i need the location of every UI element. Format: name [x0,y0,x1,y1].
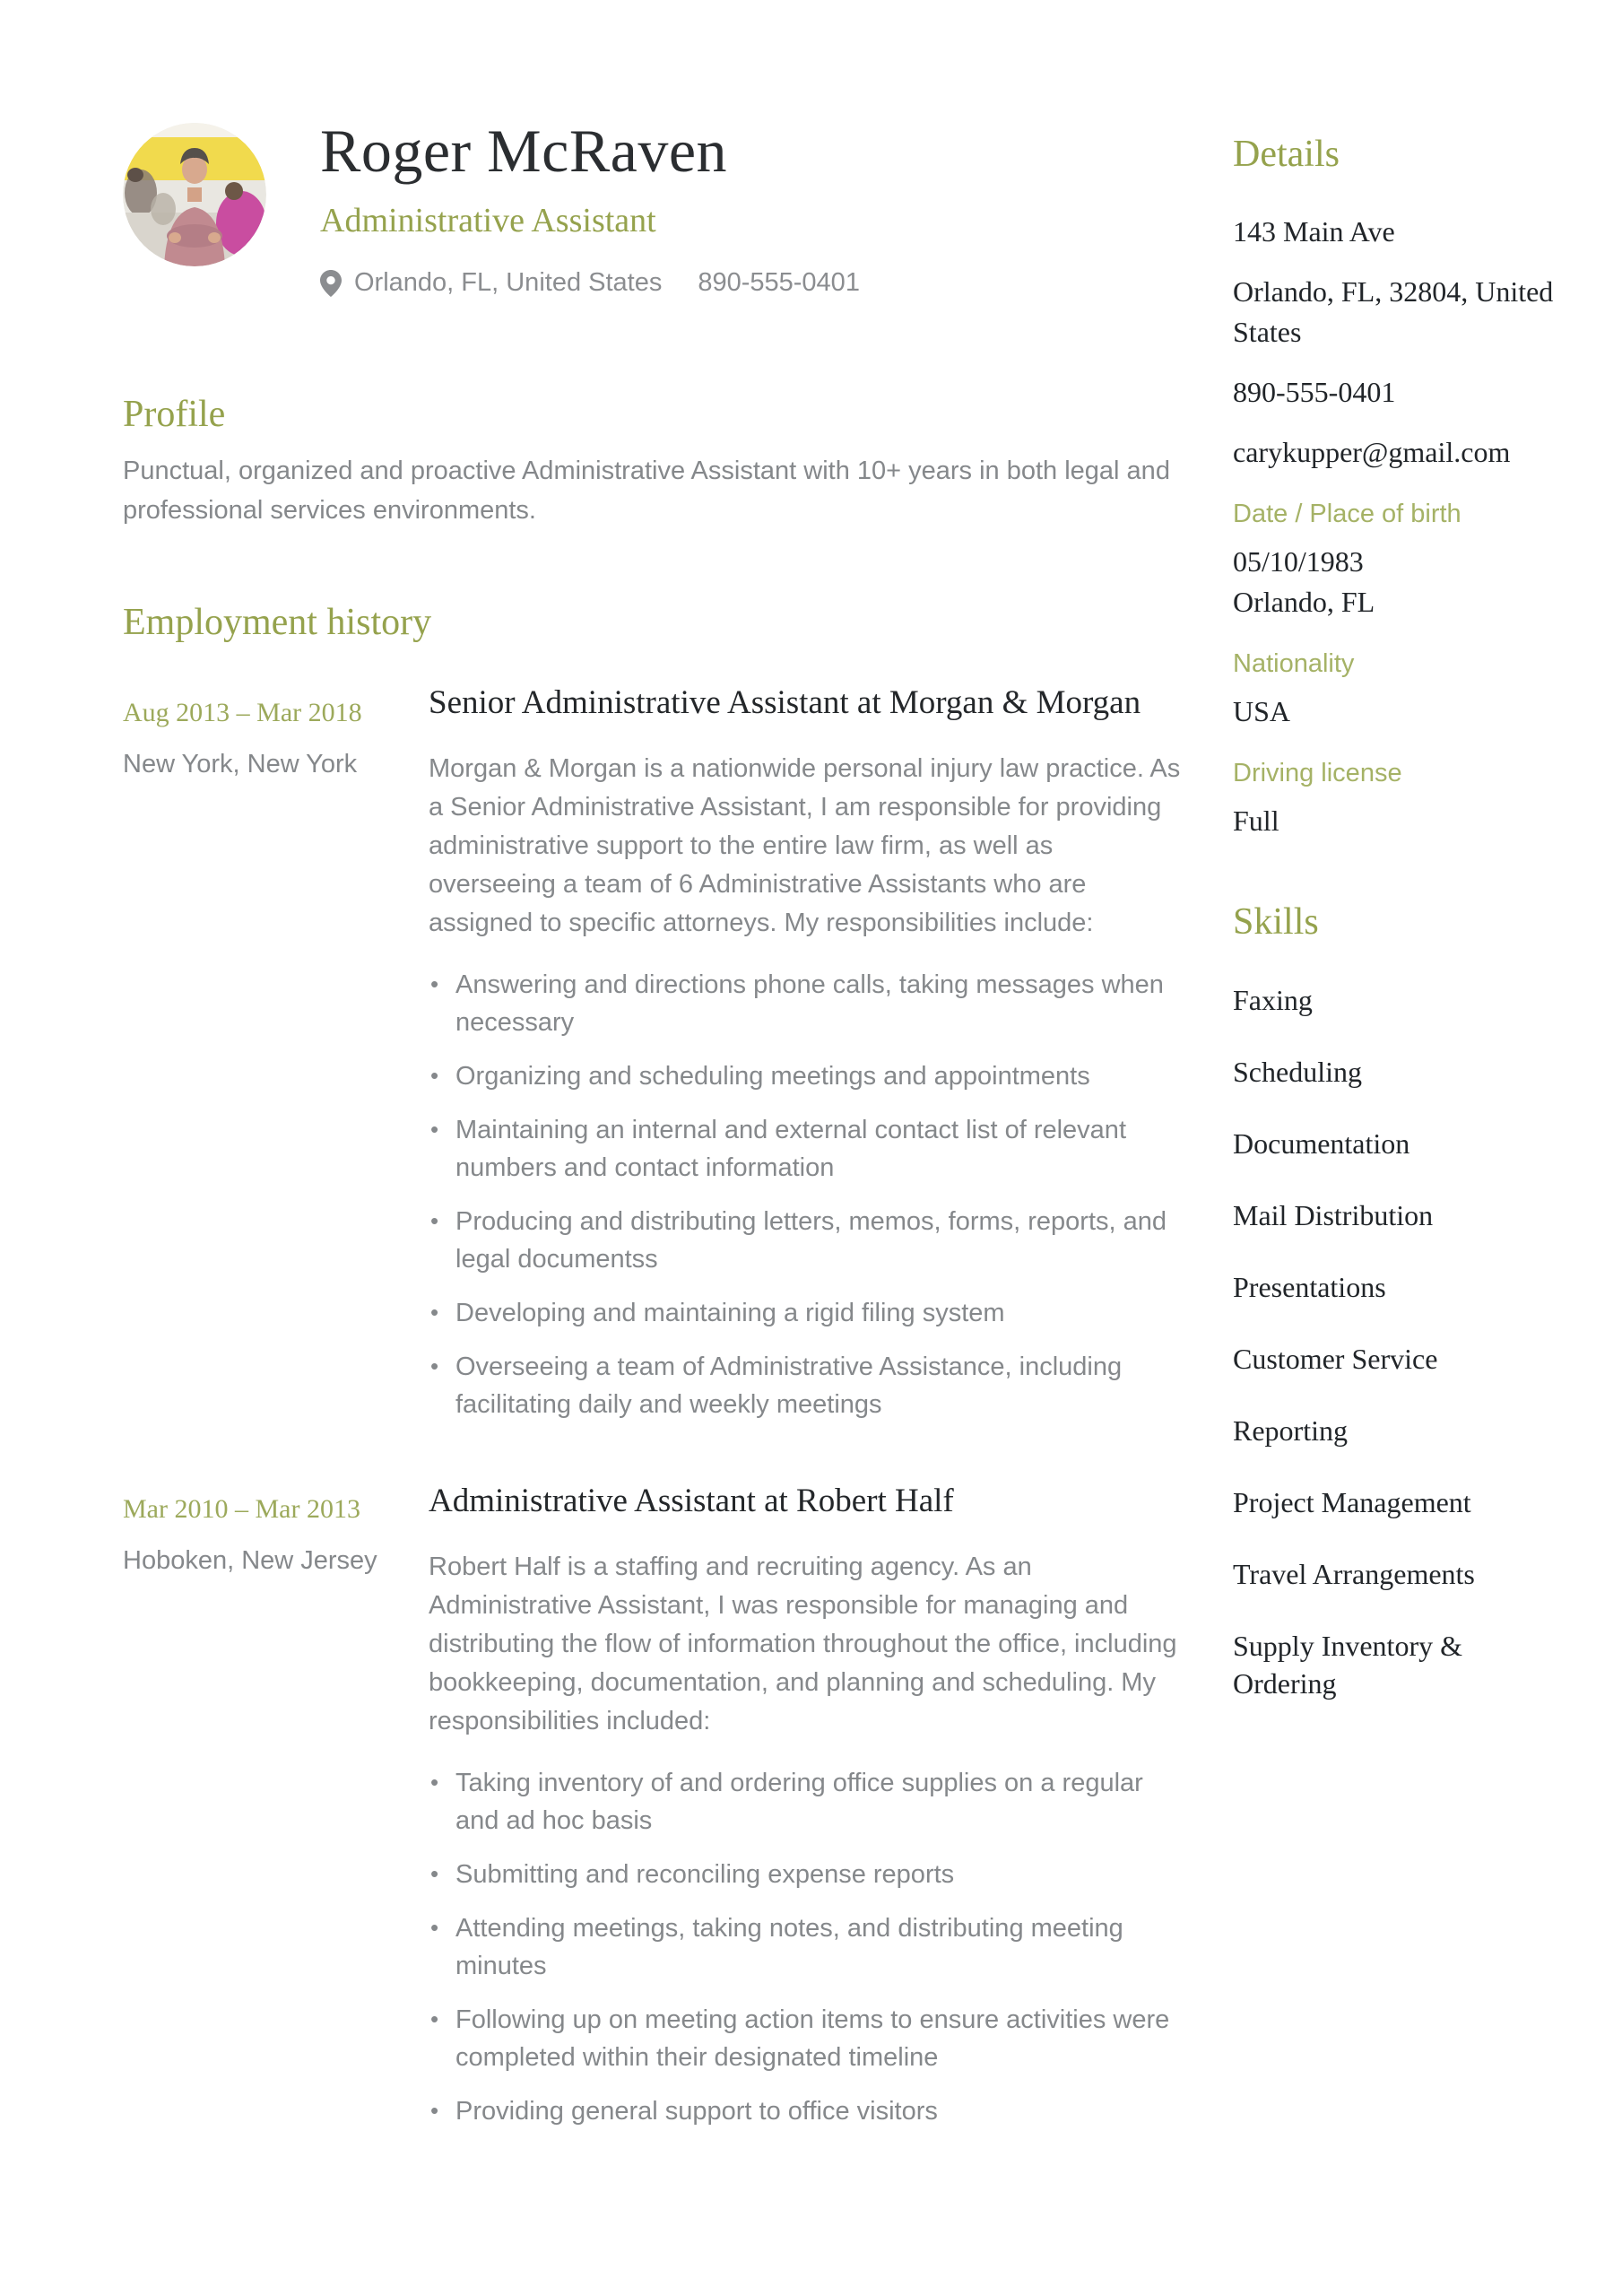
job-entry [429,678,1186,1439]
location-pin-icon [320,270,342,297]
skill-item: Scheduling [1233,1056,1362,1088]
details-phone: 890-555-0401 [1233,376,1396,408]
birthplace-value: Orlando, FL [1233,586,1375,618]
details-heading: Details [1233,134,1340,175]
employment-history-heading: Employment history [123,602,432,643]
skill-item: Supply Inventory & Ordering [1233,1630,1462,1700]
driving-license-value: Full [1233,804,1279,837]
contact-location: Orlando, FL, United States [354,268,663,297]
job-title: Administrative Assistant at Robert Half [429,1483,954,1519]
job-location: New York, New York [123,750,358,778]
skill-item: Reporting [1233,1414,1348,1447]
list-item: • Overseeing a team of Administrative Assistance, including facilitating daily and weekly meetings [429,1348,1186,1423]
skill-item: Project Management [1233,1486,1471,1518]
job-dates: Aug 2013 – Mar 2018 [123,698,362,727]
nationality-label: Nationality [1233,649,1355,678]
nationality-value: USA [1233,695,1291,727]
details-address-line1: 143 Main Ave [1233,215,1395,248]
job-responsibilities-list [429,1764,1186,2130]
job-meta [123,1494,410,1576]
skill-item: Documentation [1233,1127,1410,1160]
details-address-line2: Orlando, FL, 32804, United States [1233,275,1554,348]
job-dates: Mar 2010 – Mar 2013 [123,1494,360,1524]
job-description: Morgan & Morgan is a nationwide personal injury law practice. As a Senior Administrative Assistant, I am responsible for providing administrative support to the entire law firm, as well as overseeing a team of 6 Administrative Assistants who are assigned to specific attorneys. My responsibilities include: [429,754,1181,937]
list-item: • Submitting and reconciling expense reports [429,1856,1186,1893]
list-item: • Answering and directions phone calls, taking messages when necessary [429,966,1186,1041]
profile-photo-illustration [123,123,266,266]
list-item: • Developing and maintaining a rigid filing system [429,1294,1186,1332]
job-entry [429,1476,1186,2146]
details-sidebar [1233,133,1556,1702]
details-email: carykupper@gmail.com [1233,436,1511,468]
profile-summary: Punctual, organized and proactive Administrative Assistant with 10+ years in both legal and professional services environments. [123,457,1170,525]
contact-row [320,268,860,298]
list-item: • Maintaining an internal and external contact list of relevant numbers and contact information [429,1111,1186,1187]
skill-item: Faxing [1233,984,1313,1016]
profile-heading: Profile [123,394,226,435]
list-item: • Following up on meeting action items to ensure activities were completed within their designated timeline [429,2001,1186,2076]
contact-phone: 890-555-0401 [698,268,860,297]
dob-label: Date / Place of birth [1233,500,1462,528]
skills-heading: Skills [1233,901,1319,943]
driving-license-label: Driving license [1233,759,1402,787]
person-name: Roger McRaven [320,117,728,185]
list-item: • Producing and distributing letters, memos, forms, reports, and legal documentss [429,1203,1186,1278]
skill-item: Presentations [1233,1271,1386,1303]
profile-photo [123,123,266,266]
skill-item: Customer Service [1233,1343,1438,1375]
job-responsibilities-list [429,966,1186,1423]
list-item: • Attending meetings, taking notes, and distributing meeting minutes [429,1909,1186,1985]
job-meta [123,698,410,779]
dob-value: 05/10/1983 [1233,545,1364,578]
person-job-title: Administrative Assistant [320,202,656,239]
job-title: Senior Administrative Assistant at Morgan & Morgan [429,684,1141,721]
list-item: • Organizing and scheduling meetings and appointments [429,1057,1186,1095]
list-item: • Taking inventory of and ordering office supplies on a regular and ad hoc basis [429,1764,1186,1839]
skill-item: Mail Distribution [1233,1199,1434,1231]
list-item: • Providing general support to office visitors [429,2092,1186,2130]
job-location: Hoboken, New Jersey [123,1546,377,1575]
skill-item: Travel Arrangements [1233,1558,1475,1590]
job-description: Robert Half is a staffing and recruiting agency. As an Administrative Assistant, I was responsible for managing and distributing the flow of information throughout the office, including bookkeeping, documentation, and planning and scheduling. My responsibilities included: [429,1552,1177,1735]
